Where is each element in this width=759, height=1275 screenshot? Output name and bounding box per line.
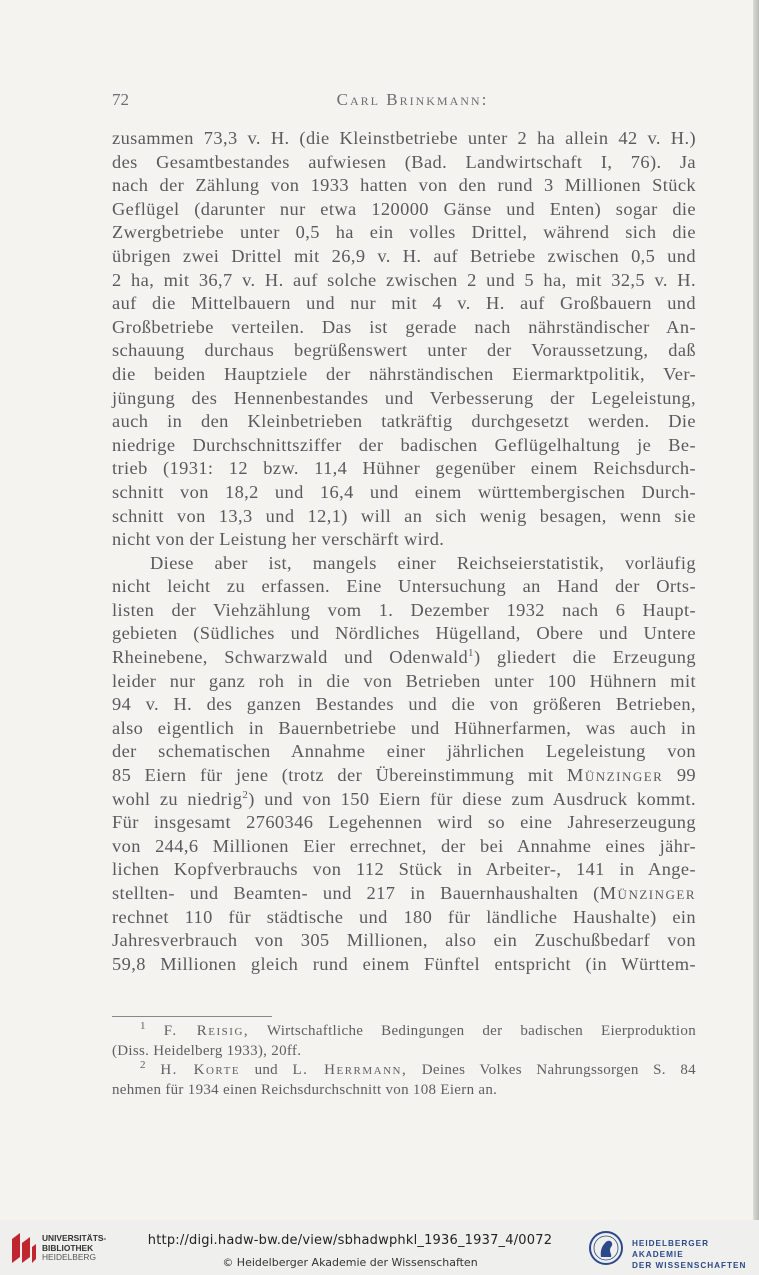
text-line: trieb (1931: 12 bzw. 11,4 Hühner gegenüber einem Reichsdurch-: [112, 458, 696, 479]
copyright-notice: © Heidelberger Akademie der Wissenschaften: [222, 1256, 478, 1269]
text-line: die beiden Hauptziele der nährständischen Eiermarktpolitik, Ver-: [112, 363, 696, 384]
text-segment: 99: [676, 765, 697, 786]
footnote-1: [112, 1022, 696, 1042]
author-name: Münzinger: [567, 765, 664, 786]
footnote-text: Deines Volkes Nahrungssorgen S. 84: [421, 1062, 696, 1078]
uni-line: BIBLIOTHEK: [42, 1242, 94, 1253]
text-line: [112, 646, 696, 670]
footnote-1-cont: (Diss. Heidelberg 1933), 20ff.: [112, 1042, 302, 1059]
text-line: 59,8 Millionen gleich rund einem Fünftel entspricht (in Württem-: [112, 953, 696, 974]
text-line: nicht von der Leistung her verschärft wird.: [112, 529, 445, 550]
uni-line: HEIDELBERG: [42, 1252, 96, 1262]
footnote-divider: [112, 1016, 272, 1017]
text-line: [112, 788, 696, 812]
text-line: Für insgesamt 2760346 Legehennen wird so eine Jahreserzeugung: [112, 812, 696, 833]
text-line: schnitt von 18,2 und 16,4 und einem württembergischen Durch-: [112, 481, 696, 502]
text-line: von 244,6 Millionen Eier errechnet, der bei Annahme eines jähr-: [112, 835, 696, 856]
text-line: nach der Zählung von 1933 hatten von den rund 3 Millionen Stück: [112, 175, 696, 196]
text-line: schauung durchaus begrüßenswert unter der Voraussetzung, daß: [112, 340, 696, 361]
text-line: Geflügel (darunter nur etwa 120000 Gänse und Enten) sogar die: [112, 198, 696, 219]
text-line: zusammen 73,3 v. H. (die Kleinstbetriebe unter 2 ha allein 42 v. H.): [112, 128, 696, 148]
text-line: 94 v. H. des ganzen Bestandes und die von größeren Betrieben,: [112, 694, 696, 715]
academy-name: [632, 1238, 759, 1271]
footnote-2-cont: nehmen für 1934 einen Reichsdurchschnitt von 108 Eiern an.: [112, 1081, 498, 1098]
footnote-number: 2: [140, 1059, 146, 1071]
text-segment: ) und von 150 Eiern für diese zum Ausdruck kommt.: [248, 788, 697, 809]
text-line: Großbetriebe verteilen. Das ist gerade nach nährständischer An-: [112, 316, 696, 337]
academy-line: DER WISSENSCHAFTEN: [632, 1261, 747, 1270]
running-title: Carl Brinkmann:: [336, 90, 489, 109]
academy-seal-icon[interactable]: [588, 1229, 624, 1267]
text-segment: wohl zu niedrig: [112, 788, 243, 809]
text-line: Zwergbetriebe unter 0,5 ha ein volles Drittel, während sich die: [112, 222, 696, 243]
footnote-2: [112, 1061, 696, 1081]
text-line: 2 ha, mit 36,7 v. H. auf solche zwischen 2 und 5 ha, mit 32,5 v. H.: [112, 269, 696, 290]
author-name: Münzinger: [599, 883, 696, 903]
text-line: [112, 882, 696, 906]
page-edge: [753, 0, 759, 1220]
text-line: jüngung des Hennenbestandes und Verbesserung der Legeleistung,: [112, 387, 696, 408]
footnote-author: L. Herrmann,: [292, 1062, 408, 1078]
footnote-ref-1[interactable]: 1: [468, 646, 474, 659]
text-line: übrigen zwei Drittel mit 26,9 v. H. auf Betriebe zwischen 0,5 und: [112, 245, 696, 266]
text-line: niedrige Durchschnittsziffer der badischen Geflügelhaltung je Be-: [112, 434, 696, 455]
document-url-link[interactable]: http://digi.hadw-bw.de/view/sbhadwphkl_1936_1937_4/0072: [147, 1233, 553, 1248]
uni-line: UNIVERSITÄTS-: [42, 1233, 107, 1243]
text-segment: stellten- und Beamten- und 217 in Bauernhaushalten (: [112, 883, 600, 903]
footnote-author: H. Korte: [160, 1062, 241, 1078]
text-line: nicht leicht zu erfassen. Eine Untersuchung an Hand der Orts-: [112, 576, 696, 597]
text-line: [112, 764, 696, 788]
page-number: 72: [112, 90, 129, 109]
footnotes: [112, 1022, 696, 1100]
text-line: des Gesamtbestandes aufwiesen (Bad. Landwirtschaft I, 76). Ja: [112, 151, 696, 172]
footnote-number: 1: [140, 1020, 146, 1032]
footnote-text: und: [254, 1062, 278, 1078]
footnote-author: F. Reisig,: [163, 1023, 250, 1039]
text-line: lichen Kopfverbrauchs von 112 Stück in Arbeiter-, 141 in Ange-: [112, 859, 696, 880]
text-line: der schematischen Annahme einer jährlichen Legeleistung von: [112, 741, 696, 762]
text-line: Diese aber ist, mangels einer Reichseierstatistik, vorläufig: [150, 552, 696, 573]
page-header: [112, 90, 693, 110]
text-line: auch in den Kleinbetrieben tatkräftig durchgesetzt werden. Die: [112, 411, 696, 432]
text-line: also eigentlich in Bauernbetriebe und Hühnerfarmen, was auch in: [112, 717, 696, 738]
body-text: [112, 127, 696, 976]
text-line: Jahresverbrauch von 305 Millionen, also ein Zuschußbedarf von: [112, 930, 696, 951]
text-line: auf die Mittelbauern und nur mit 4 v. H. auf Großbauern und: [112, 293, 696, 314]
text-line: listen der Viehzählung vom 1. Dezember 1932 nach 6 Haupt-: [112, 599, 696, 620]
academy-line: HEIDELBERGER AKADEMIE: [632, 1239, 710, 1259]
footnote-text: Wirtschaftliche Bedingungen der badischen Eierproduktion: [266, 1023, 696, 1039]
footnote-ref-2[interactable]: 2: [242, 788, 249, 801]
text-line: schnitt von 13,3 und 12,1) will an sich wenig besagen, wenn sie: [112, 505, 696, 526]
text-segment: Rheinebene, Schwarzwald und Odenwald: [112, 647, 469, 668]
text-segment: 85 Eiern für jene (trotz der Übereinstimmung mit: [112, 765, 554, 786]
text-line: rechnet 110 für städtische und 180 für ländliche Haushalte) ein: [112, 906, 696, 927]
text-segment: ) gliedert die Erzeugung: [473, 647, 696, 668]
text-line: leider nur ganz roh in die von Betrieben unter 100 Hühnern mit: [112, 670, 696, 691]
text-line: gebieten (Südliches und Nördliches Hügelland, Obere und Untere: [112, 623, 696, 644]
